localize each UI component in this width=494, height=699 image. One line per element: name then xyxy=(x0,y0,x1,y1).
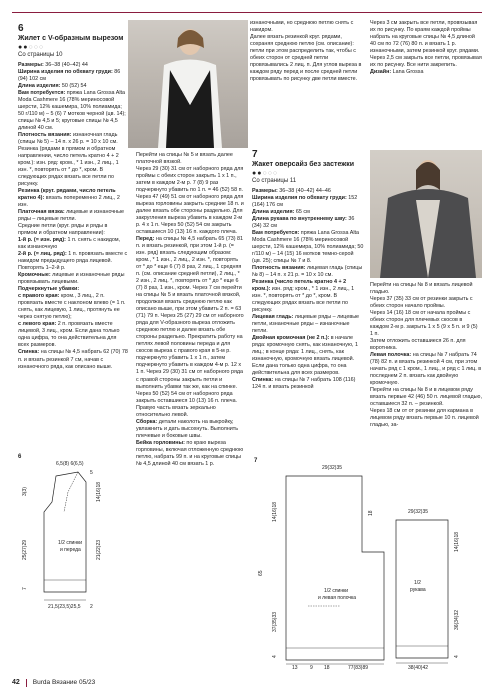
photo-jacket-model xyxy=(370,150,482,278)
paragraph: Далее вязать резинкой круг. рядами, сохраняя среднюю петлю (см. описание): петли при этом распределить так, чтобы с обеих сторон от средней петли провязывались 2 лиц. п. Для углов выреза в каждом ряду перед и после средней петли провязывать по рисунку две петли вместе. xyxy=(250,34,362,83)
paragraph: Резинка (рядами в прямом и обратном направлении, число петель кратно 4 + 2 кром.): изн. ряд: кром., * 1 изн., 2 лиц., 1 изн. *, повторять от * до *, кром. В следующих рядах вязать все петли по рисунку. xyxy=(18,146,119,188)
paragraph: Через 14 (16) 18 см от начала проймы с обеих сторон для плечевых скосов в каждом 2-м р. закрыть 1 x 5 (9 x 5 п. и 9 (5) 1 п. xyxy=(370,310,478,338)
instructions-text xyxy=(370,282,482,429)
paragraph: Средние петли (круг. ряды и ряды в прямом и обратном направлении): xyxy=(18,223,108,237)
instructions-text xyxy=(136,152,244,468)
dim-bottom-d: 77(83)89 xyxy=(348,665,369,670)
dim-left-bot: 4 xyxy=(272,655,278,658)
dim-left-bot: 7 xyxy=(22,587,28,590)
paragraph: Вам потребуется: пряжа Lana Grossa Alta Moda Cashmere 16 (78% мериносовой шерсти, 12% кашемира, 10% полиамида; 50 г/110 м) – 5 (6) 7 мотков черной (цв. 14); спицы № 4,5 и 5; круговые спицы № 4,5 длиной 40 см. xyxy=(18,89,126,131)
footer-separator xyxy=(26,679,27,687)
article-vest-column4 xyxy=(370,20,482,148)
article-title: Жилет с V-образным вырезом xyxy=(18,35,124,42)
instructions-text xyxy=(18,62,128,371)
article-number: 6 xyxy=(18,24,24,34)
paragraph: Ширина изделия по обхвату груди: 152 (164) 176 см xyxy=(252,194,358,208)
paragraph: Кромочные: лицевые и изнаночные ряды провязывать лицевыми. xyxy=(18,272,125,286)
paragraph: Перед: на спицы № 4,5 набрать 65 (73) 81 п. и вязать резинкой, при этом 1-й р. (= изн. ряд) вязать следующим образом: кром., * 1 изн., 2 лиц., 2 изн. *, повторять от * до * еще 6 (7) 8 раз, 2 лиц., 1 средняя п. (см. описание средней петли), 2 лиц., * 2 изн., 2 лиц. *, повторять от * до * еще 6 (7) 8 раз, 1 изн., кром. Через 7 см перейти на спицы № 5 и вязать платочной вязкой, продолжая вязать среднюю петлю как описано выше, при этом убавить 2 п. = 63 (71) 79 п. Через 25 (27) 29 см от наборного ряда для V-образного выреза отложить среднюю петлю и далее вязать обе стороны раздельно. Прекратить работу на петлях левой половины переда и для скосов выреза с правого края в 5-м р. подчеркнуто убавить 1 x 1 п., затем подчеркнуто убавить в каждом 4-м р. 12 x 1 п. Через 29 (30) 31 см от наборного ряда с правой стороны закрыть петли и выполнить убавки так же, как на спинке. Через 50 (52) 54 см от наборного ряда закрыть оставшиеся 10 (13) 16 п. плеча. xyxy=(136,236,244,404)
paragraph: Длина рукава по внутреннему шву: 36 (34) 32 см xyxy=(252,215,355,229)
diagram-label-sub: и левая полочка xyxy=(318,595,357,601)
diagram-label-sub: и переда xyxy=(60,547,81,553)
paragraph: Длина изделия: 50 (52) 54 xyxy=(18,82,87,89)
dim-right-bot: 4 xyxy=(454,655,460,658)
page-reference: Со страницы 11 xyxy=(252,178,297,185)
diagram-label: 1/2 спинки xyxy=(58,540,83,546)
difficulty-filled: ●● xyxy=(18,44,29,52)
top-rule xyxy=(12,12,482,13)
dim-bottom: 38(40)42 xyxy=(408,665,429,670)
dim-right-top: 14(16)18 xyxy=(454,531,460,552)
paragraph: Вам потребуется: пряжа Lana Grossa Alta Moda Cashmere 16 (78% мериносовой шерсти, 12% кашемира, 10% полиамида; 50 г/110 м) – 14 (15) 16 мотков темно-серой (цв. 25); спицы № 7 и 8. xyxy=(252,229,364,264)
paragraph: Бейка горловины: по краю выреза горловины, включая отложенную среднюю петлю, набрать 99 п. и на круговые спицы № 4,5 длиной 40 см вязать 1 р. xyxy=(136,439,244,467)
paragraph: Через 37 (35) 33 см от резинки закрыть с обеих сторон начало проймы. xyxy=(370,296,473,310)
article-number: 7 xyxy=(252,150,258,160)
paragraph: Перейти на спицы № 8 и в лицевом ряду вязать первые 42 (46) 50 п. лицевой гладью, оставшиеся 32 п. – резинкой. xyxy=(370,387,482,408)
diagram-label: 1/2 спинки xyxy=(324,588,349,594)
paragraph: Через 29 (30) 31 см от наборного ряда для проймы с обеих сторон закрыть 1 x 1 п., затем в каждом 2-м р. 7 (8) 9 раз подчеркнуто убавить по 1 п. = 46 (52) 58 п. Через 47 (49) 51 см от наборного ряда для выреза горловины закрыть средние 18 п. и далее вязать обе стороны раздельно. Для закругления выреза убавить в каждом 2-м р. 4 x 1 п. Через 50 (52) 54 см закрыть оставшиеся 10 (13) 16 п. каждого плеча. xyxy=(136,166,244,236)
paragraph: Через 18 см от от резинки для кармана в лицевом ряду вязать первые 10 п. лицевой гладью, за- xyxy=(370,408,479,429)
paragraph: Затем отложить оставшиеся 26 п. для воротника. xyxy=(370,338,466,352)
vest-neckline xyxy=(64,472,78,512)
paragraph: с левого края: 2 п. провязать вместе лицевой, 3 лиц., кром. Если дана только одна цифра, то она действительна для всех размеров. xyxy=(18,321,120,349)
dim-left-top: 3(3) xyxy=(22,487,28,496)
paragraph: Размеры: 36–38 (40–42) 44–46 xyxy=(252,187,331,194)
vest-photo-illustration xyxy=(128,20,248,148)
article-jacket-column1 xyxy=(252,150,364,456)
dim-top: 29(32)35 xyxy=(322,465,343,471)
dim-bottom-c: 18 xyxy=(324,665,330,670)
instructions-text xyxy=(252,188,364,391)
diagram-jacket-back-pattern xyxy=(252,456,394,670)
difficulty-empty: ○○○ xyxy=(262,170,279,178)
dim-top2: 5 xyxy=(90,470,93,476)
dim-bottom-a: 13 xyxy=(292,665,298,670)
paragraph: Двойная кромочная (не 2 п.): в начале ряда: кромочную снять, как изнаночную, 1 лиц.; в конце ряда: 1 лиц., снять, как изнаночную, кромочную вязать лицевой. Если дана только одна цифра, то она действительна для всех размеров. xyxy=(252,335,358,377)
vest-outline xyxy=(44,472,86,592)
dim-right-mid: 36(34)32 xyxy=(454,609,460,630)
diagram-number: 7 xyxy=(254,458,258,464)
magazine-name: Burda Вязание xyxy=(32,678,78,686)
dim-bottom2: 2 xyxy=(90,604,93,610)
page-reference: Со страницы 10 xyxy=(18,52,63,59)
paragraph: Спинка: на спицы № 4,5 набрать 62 (70) 78 п. и вязать резинкой 7 см, начав с изнаночного ряда, как описано выше. xyxy=(18,349,128,370)
article-vest-column1 xyxy=(18,24,128,450)
paragraph: 1-й р. (= изн. ряд): 1 п. снять с накидом, как изнаночную xyxy=(18,237,121,251)
paragraph: Спинка: на спицы № 7 набрать 108 (116) 124 п. и вязать резинкой xyxy=(252,377,356,391)
paragraph: изнаночными, но среднюю петлю снять с накидом. xyxy=(250,20,354,34)
paragraph: Резинка (круг. рядами, число петель кратно 4): вязать попеременно 2 лиц., 2 изн. xyxy=(18,188,120,209)
diagram-vest-pattern xyxy=(16,452,134,612)
paragraph: Дизайн: Lana Grossa xyxy=(370,69,424,76)
dim-top: 29(32)35 xyxy=(408,509,429,515)
dim-bottom-b: 9 xyxy=(310,665,313,670)
diagram-number: 6 xyxy=(18,454,22,460)
jacket-photo-illustration xyxy=(370,150,482,278)
paragraph: Левая полочка: на спицы № 7 набрать 74 (78) 82 п. и вязать резинкой 4 см, при этом начать ряд с 1 кром., 1 лиц., и ряд с 1 лиц. в последнем 2 п. вязать как двойную кромочную. xyxy=(370,352,482,387)
paragraph: Сборка: детали наколоть на выкройку, увлажнить и дать высохнуть. Выполнить плечевые и боковые швы. xyxy=(136,418,239,439)
dim-bottom: 21,5(23,5)25,5 xyxy=(48,604,81,610)
dim-left-mid: 25(27)29 xyxy=(22,539,28,560)
paragraph: Подчеркнутые убавки: xyxy=(18,286,80,293)
dim-right-top: 14(16)18 xyxy=(96,481,102,502)
dim-top: 6,5(8) 6(6,5) xyxy=(56,461,84,467)
diagram-sleeve-pattern xyxy=(392,500,484,670)
dim-right-mid: 21(22)23 xyxy=(96,539,102,560)
dim-left-mid: 37(35)33 xyxy=(272,611,278,632)
paragraph: Перейти на спицы № 5 и вязать далее платочной вязкой. xyxy=(136,152,233,166)
instructions-text xyxy=(370,20,482,76)
paragraph: Платочная вязка: лицевые и изнаночные ряды – лицевые петли. xyxy=(18,209,125,223)
paragraph: Плотность вязания: изнаночная гладь (спицы № 5) – 14 п. x 26 р. = 10 x 10 см. xyxy=(18,132,118,146)
dim-right-top: 18 xyxy=(368,510,374,516)
difficulty-filled: ●● xyxy=(252,170,263,178)
paragraph: Лицевая гладь: лицевые ряды – лицевые петли, изнаночные ряды – изнаночные петли. xyxy=(252,314,360,335)
page-footer xyxy=(12,677,482,689)
paragraph: Размеры: 36–38 (40–42) 44 xyxy=(18,61,88,68)
paragraph: Резинка (число петель кратно 4 + 2 кром.): изн. ряд: кром., * 1 изн., 2 лиц., 1 изн. *, повторять от * до *, кром. В следующих рядах вязать все петли по рисунку. xyxy=(252,279,355,314)
paragraph: Плотность вязания: лицевая гладь (спицы № 8) – 14 п. x 21 р. = 10 x 10 см. xyxy=(252,265,363,279)
article-vest-column2 xyxy=(136,152,244,672)
difficulty-rating xyxy=(252,170,364,177)
paragraph: Ширина изделия по обхвату груди: 86 (94) 102 см xyxy=(18,68,121,82)
paragraph: 2-й р. (= лиц. ряд): 1 п. провязать вместе с накидом предыдущего ряда лицевой. Повторять 1–2-й р. xyxy=(18,251,128,272)
page-number: 42 xyxy=(12,679,20,687)
paragraph: Правую часть вязать зеркально относительно левой. xyxy=(136,404,216,418)
paragraph: с правого края: кром., 3 лиц., 2 п. провязать вместе с наклоном влево (= 1 п. снять, как лицевую, 1 лиц., протянуть ее через снятую петлю); xyxy=(18,293,126,321)
article-jacket-column2 xyxy=(370,282,482,442)
diagram-label-sub: рукава xyxy=(410,587,426,593)
dim-left-total: 65 xyxy=(258,570,264,576)
instructions-text xyxy=(250,20,364,83)
paragraph: Через 3 см закрыть все петли, провязывая их по рисунку. По краям каждой проймы набрать на круговые спицы № 4,5 длиной 40 см по 72 (76) 80 п. и вязать 1 р. изнаночными, затем резинкой круг. рядами. Через 2,5 см закрыть все петли, провязывая их по рисунку. Все нити закрепить. xyxy=(370,20,482,69)
paragraph: Длина изделия: 65 см xyxy=(252,208,310,215)
article-vest-column3 xyxy=(250,20,364,147)
difficulty-empty: ○○○ xyxy=(28,44,45,52)
paragraph: Перейти на спицы № 8 и вязать лицевой гладью. xyxy=(370,282,473,296)
difficulty-rating xyxy=(18,44,128,51)
dim-left-top: 14(16)18 xyxy=(272,501,278,522)
issue-number: 05/23 xyxy=(78,678,96,686)
diagram-label: 1/2 xyxy=(414,580,421,586)
photo-vest-model xyxy=(128,20,248,148)
jacket-back-outline xyxy=(286,476,384,660)
article-title: Жакет оверсайз без застежки xyxy=(252,161,355,168)
